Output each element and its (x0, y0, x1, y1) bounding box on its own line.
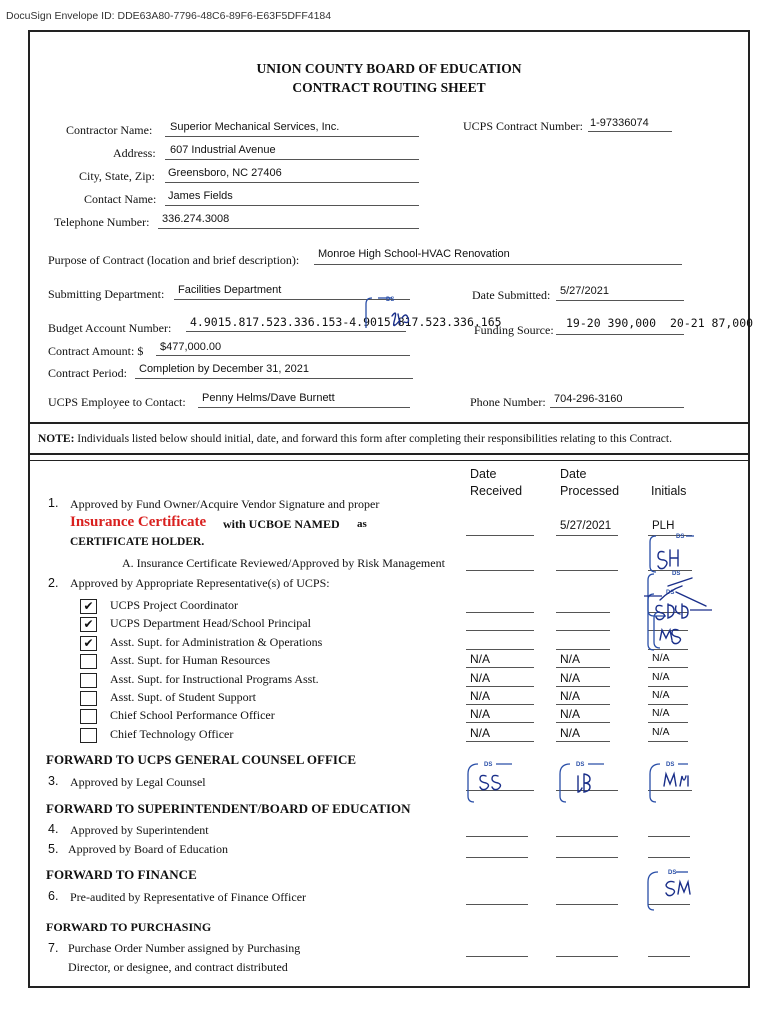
contractor-value[interactable]: Superior Mechanical Services, Inc. (170, 121, 340, 133)
step-4-text: Approved by Superintendent (70, 823, 209, 837)
step-2-text: Approved by Appropriate Representative(s) of UCPS: (70, 576, 330, 590)
budget-initials-signature (392, 313, 409, 325)
approver-received-value[interactable]: N/A (470, 726, 491, 740)
approver-label: Asst. Supt. for Instructional Programs Asst. (110, 672, 319, 686)
approver-label: UCPS Project Coordinator (110, 598, 238, 612)
col-processed-line2: Processed (560, 484, 620, 498)
approver-label: Chief School Performance Officer (110, 708, 275, 722)
department-label: Submitting Department: (48, 287, 165, 301)
step-4-number: 4. (48, 822, 59, 836)
contract-number-value[interactable]: 1-97336074 (590, 117, 649, 129)
form-title: UNION COUNTY BOARD OF EDUCATION (256, 61, 522, 76)
as-text: as (357, 518, 367, 530)
step1a-initials-signature (658, 550, 678, 569)
step-1-text: Approved by Fund Owner/Acquire Vendor Signature and proper (70, 497, 380, 511)
ds-tag-counsel-initials: DS (666, 762, 675, 768)
col-initials: Initials (651, 484, 687, 498)
approver-received-value[interactable]: N/A (470, 689, 491, 703)
step2-initials-signature-2 (660, 629, 681, 643)
approver-received-value[interactable]: N/A (470, 671, 491, 685)
employee-label: UCPS Employee to Contact: (48, 395, 186, 409)
employee-value[interactable]: Penny Helms/Dave Burnett (202, 392, 335, 404)
approver-label: Asst. Supt. of Student Support (110, 690, 257, 704)
approver-checkbox[interactable]: ✔ (80, 636, 97, 651)
approver-checkbox[interactable]: ✔ (80, 599, 97, 614)
finance-heading: FORWARD TO FINANCE (46, 867, 197, 882)
step-7-text-2: Director, or designee, and contract distributed (68, 960, 288, 974)
ds-stamp-counsel-received (468, 764, 478, 802)
step-7-number: 7. (48, 941, 59, 955)
ds-stamp-step1 (650, 536, 656, 572)
step-6-number: 6. (48, 889, 59, 903)
ds-tag-counsel-processed: DS (576, 762, 585, 768)
ds-tag-step2: DS (666, 590, 675, 596)
ds-stamp-step2 (648, 594, 654, 650)
certificate-holder-text: CERTIFICATE HOLDER. (70, 536, 205, 548)
form-subtitle: CONTRACT ROUTING SHEET (292, 80, 486, 95)
approver-processed-value[interactable]: N/A (560, 652, 581, 666)
ds-stamp-counsel-initials (650, 764, 660, 802)
ds-tag-budget: DS (386, 297, 395, 303)
approver-label: Asst. Supt. for Human Resources (110, 653, 270, 667)
approver-processed-value[interactable]: N/A (560, 671, 581, 685)
date-submitted-label: Date Submitted: (472, 288, 551, 302)
phone-number-label: Phone Number: (470, 395, 546, 409)
purchasing-heading: FORWARD TO PURCHASING (46, 920, 212, 934)
telephone-label: Telephone Number: (54, 215, 150, 229)
funding-value-2[interactable]: 20-21 87,000 (670, 316, 754, 330)
ds-tag-finance: DS (668, 870, 677, 876)
amount-value[interactable]: $477,000.00 (160, 341, 222, 353)
step-3-number: 3. (48, 774, 59, 788)
approver-initials-value[interactable]: N/A (652, 652, 670, 664)
city-value[interactable]: Greensboro, NC 27406 (168, 167, 282, 179)
approver-processed-value[interactable]: N/A (560, 726, 581, 740)
contact-label: Contact Name: (84, 192, 157, 206)
counsel-processed-signature (578, 774, 590, 792)
step2-initials-signature-1 (656, 604, 688, 620)
step-1a-text: A. Insurance Certificate Reviewed/Approved by Risk Management (122, 556, 445, 570)
ds-tag-step1a: DS (672, 571, 681, 577)
step-5-number: 5. (48, 842, 59, 856)
period-value[interactable]: Completion by December 31, 2021 (139, 363, 309, 375)
approver-initials-value[interactable]: N/A (652, 707, 670, 719)
funding-value-1[interactable]: 19-20 390,000 (566, 316, 657, 330)
phone-number-value[interactable]: 704-296-3160 (554, 393, 623, 405)
address-value[interactable]: 607 Industrial Avenue (170, 144, 276, 156)
step-1-initials-value[interactable]: PLH (652, 520, 675, 532)
counsel-received-signature (480, 775, 501, 789)
step-1-processed-value[interactable]: 5/27/2021 (560, 520, 612, 532)
ds-stamp-counsel-processed (560, 764, 570, 802)
envelope-id: DocuSign Envelope ID: DDE63A80-7796-48C6-89F6-E63F5DFF4184 (6, 10, 332, 22)
step-5-text: Approved by Board of Education (68, 842, 228, 856)
step-1-number: 1. (48, 496, 59, 510)
step-2-number: 2. (48, 576, 59, 590)
date-submitted-value[interactable]: 5/27/2021 (560, 285, 609, 297)
approver-initials-value[interactable]: N/A (652, 671, 670, 683)
finance-initials-signature (666, 881, 690, 895)
counsel-initials-signature (664, 774, 688, 786)
approver-received-value[interactable]: N/A (470, 652, 491, 666)
step-6-text: Pre-audited by Representative of Finance Officer (70, 890, 307, 904)
approver-label: Asst. Supt. for Administration & Operations (110, 635, 323, 649)
approver-initials-value[interactable]: N/A (652, 726, 670, 738)
amount-label: Contract Amount: $ (48, 344, 144, 358)
approver-processed-value[interactable]: N/A (560, 689, 581, 703)
approver-checkbox[interactable]: ✔ (80, 617, 97, 632)
approver-processed-value[interactable]: N/A (560, 707, 581, 721)
contact-value[interactable]: James Fields (168, 190, 233, 202)
note-label: NOTE: (38, 433, 75, 445)
address-label: Address: (113, 146, 156, 160)
step-3-text: Approved by Legal Counsel (70, 775, 206, 789)
counsel-heading: FORWARD TO UCPS GENERAL COUNSEL OFFICE (46, 752, 357, 767)
superintendent-heading: FORWARD TO SUPERINTENDENT/BOARD OF EDUCATION (46, 801, 411, 816)
telephone-value[interactable]: 336.274.3008 (162, 213, 230, 225)
ds-tag-step1: DS (676, 534, 685, 540)
city-label: City, State, Zip: (79, 169, 155, 183)
approver-label: Chief Technology Officer (110, 727, 234, 741)
budget-label: Budget Account Number: (48, 321, 172, 335)
ucboe-named-text: with UCBOE NAMED (223, 517, 340, 531)
approver-label: UCPS Department Head/School Principal (110, 616, 311, 630)
insurance-certificate-text: Insurance Certificate (70, 514, 207, 530)
contract-number-label: UCPS Contract Number: (463, 119, 583, 133)
step-7-text-1: Purchase Order Number assigned by Purchasing (68, 941, 301, 955)
purpose-label: Purpose of Contract (location and brief description): (48, 253, 300, 267)
col-received-line2: Received (470, 484, 523, 498)
ds-stamp-budget (366, 298, 372, 328)
contractor-label: Contractor Name: (66, 123, 153, 137)
col-received-line1: Date (470, 467, 497, 481)
department-value[interactable]: Facilities Department (178, 284, 282, 296)
purpose-value[interactable]: Monroe High School-HVAC Renovation (318, 248, 510, 260)
approver-received-value[interactable]: N/A (470, 707, 491, 721)
ds-tag-counsel-received: DS (484, 762, 493, 768)
period-label: Contract Period: (48, 366, 127, 380)
budget-value[interactable]: 4.9015.817.523.336.153-4.9015.817.523.336.165 (190, 315, 502, 329)
funding-label: Funding Source: (474, 323, 554, 337)
approver-initials-value[interactable]: N/A (652, 689, 670, 701)
note-text: Individuals listed below should initial, date, and forward this form after completing their responsibilities relating to this Contract. (77, 433, 672, 445)
col-processed-line1: Date (560, 467, 587, 481)
ds-stamp-finance (648, 872, 658, 910)
